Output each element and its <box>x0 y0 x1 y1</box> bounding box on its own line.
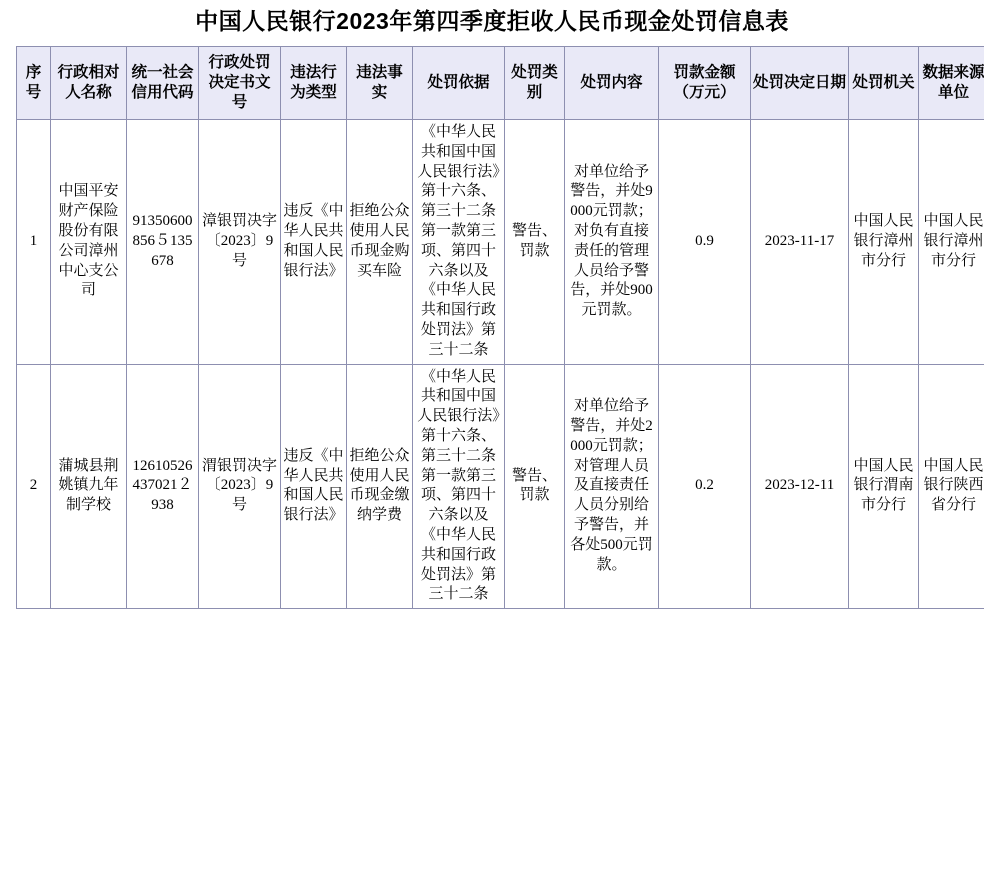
cell-basis: 《中华人民共和国中国人民银行法》第十六条、第三十二条第一款第三项、第四十六条以及《中华人民共和国行政处罚法》第三十二条 <box>413 120 505 365</box>
page-title: 中国人民银行2023年第四季度拒收人民币现金处罚信息表 <box>195 8 789 34</box>
cell-date: 2023-11-17 <box>751 120 849 365</box>
penalty-info-table <box>16 46 984 610</box>
column-header-violation-type: 违法行为类型 <box>281 46 347 119</box>
cell-content: 对单位给予警告，并处9000元罚款；对负有直接责任的管理人员给予警告，并处900元罚款。 <box>565 120 659 365</box>
cell-violation-type: 违反《中华人民共和国人民银行法》 <box>281 120 347 365</box>
cell-content: 对单位给予警告，并处2000元罚款；对管理人员及直接责任人员分别给予警告，并各处500元罚款。 <box>565 364 659 609</box>
column-header-violation-fact: 违法事实 <box>347 46 413 119</box>
cell-name: 蒲城县荆姚镇九年制学校 <box>51 364 127 609</box>
cell-violation-fact: 拒绝公众使用人民币现金购买车险 <box>347 120 413 365</box>
table-header <box>17 46 984 119</box>
cell-name: 中国平安财产保险股份有限公司漳州中心支公司 <box>51 120 127 365</box>
cell-organ: 中国人民银行渭南市分行 <box>849 364 919 609</box>
column-header-content: 处罚内容 <box>565 46 659 119</box>
column-header-source: 数据来源单位 <box>919 46 984 119</box>
column-header-credit-code: 统一社会信用代码 <box>127 46 199 119</box>
table-row <box>17 364 984 609</box>
column-header-category: 处罚类别 <box>505 46 565 119</box>
column-header-amount: 罚款金额（万元） <box>659 46 751 119</box>
cell-basis: 《中华人民共和国中国人民银行法》第十六条、第三十二条第一款第三项、第四十六条以及《中华人民共和国行政处罚法》第三十二条 <box>413 364 505 609</box>
cell-amount: 0.2 <box>659 364 751 609</box>
cell-source: 中国人民银行陕西省分行 <box>919 364 984 609</box>
cell-amount: 0.9 <box>659 120 751 365</box>
table-row <box>17 120 984 365</box>
column-header-basis: 处罚依据 <box>413 46 505 119</box>
table-header-row <box>17 46 984 119</box>
cell-category: 警告、罚款 <box>505 364 565 609</box>
cell-doc-no: 渭银罚决字〔2023〕9号 <box>199 364 281 609</box>
column-header-name: 行政相对人名称 <box>51 46 127 119</box>
cell-credit-code: 91350600856５135678 <box>127 120 199 365</box>
cell-doc-no: 漳银罚决字〔2023〕9号 <box>199 120 281 365</box>
cell-category: 警告、罚款 <box>505 120 565 365</box>
cell-date: 2023-12-11 <box>751 364 849 609</box>
cell-organ: 中国人民银行漳州市分行 <box>849 120 919 365</box>
column-header-date: 处罚决定日期 <box>751 46 849 119</box>
cell-credit-code: 12610526437021２938 <box>127 364 199 609</box>
cell-violation-type: 违反《中华人民共和国人民银行法》 <box>281 364 347 609</box>
column-header-index: 序号 <box>17 46 51 119</box>
column-header-doc-no: 行政处罚决定书文号 <box>199 46 281 119</box>
cell-index: 1 <box>17 120 51 365</box>
cell-source: 中国人民银行漳州市分行 <box>919 120 984 365</box>
cell-violation-fact: 拒绝公众使用人民币现金缴纳学费 <box>347 364 413 609</box>
table-body <box>17 120 984 609</box>
cell-index: 2 <box>17 364 51 609</box>
column-header-organ: 处罚机关 <box>849 46 919 119</box>
